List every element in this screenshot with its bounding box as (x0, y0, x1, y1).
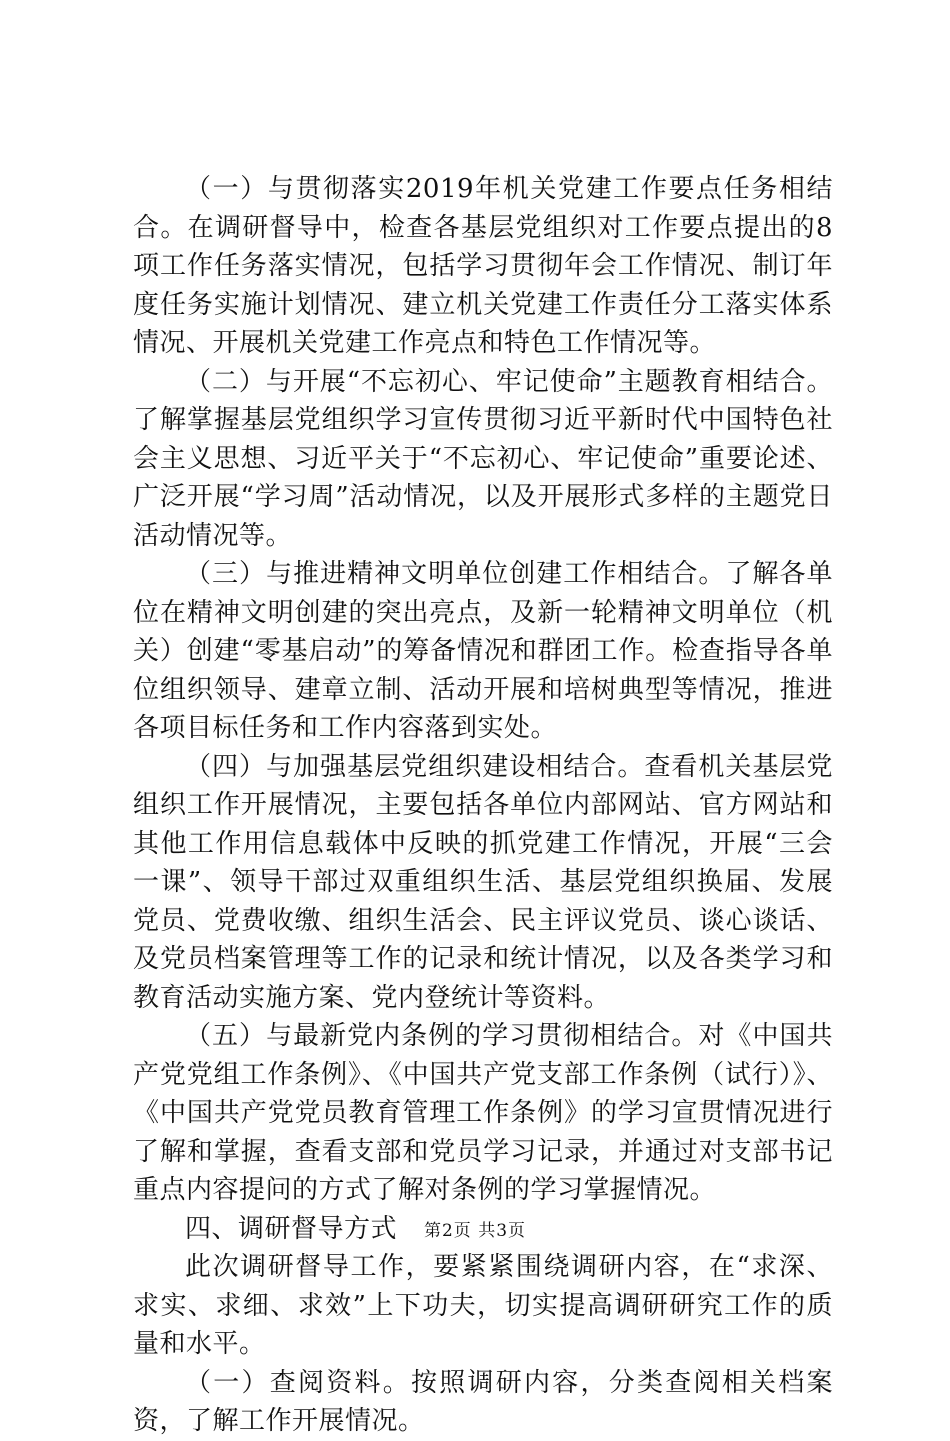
paragraph-methods-1: （一）查阅资料。按照调研内容，分类查阅相关档案资，了解工作开展情况。 (133, 1367, 833, 1436)
paragraph-section-2: （二）与开展“不忘初心、牢记使命”主题教育相结合。了解掌握基层党组织学习宣传贯彻习近平新时代中国特色社会主义思想、习近平关于“不忘初心、牢记使命”重要论述、广泛开展“学习周”活动情况，以及开展形式多样的主题党日活动情况等。 (133, 366, 833, 551)
document-body (133, 170, 833, 1441)
paragraph-section-3: （三）与推进精神文明单位创建工作相结合。了解各单位在精神文明创建的突出亮点，及新一轮精神文明单位（机关）创建“零基启动”的筹备情况和群团工作。检查指导各单位组织领导、建章立制、活动开展和培树典型等情况，推进各项目标任务和工作内容落到实处。 (133, 559, 833, 743)
heading-methods: 四、调研督导方式 (185, 1213, 398, 1244)
paragraph-methods-intro: 此次调研督导工作，要紧紧围绕调研内容，在“求深、求实、求细、求效”上下功夫，切实提高调研研究工作的质量和水平。 (133, 1252, 833, 1359)
page-footer: 第2页 共3页 (423, 1221, 527, 1241)
paragraph-section-1: （一）与贯彻落实2019年机关党建工作要点任务相结合。在调研督导中，检查各基层党组织对工作要点提出的8项工作任务落实情况，包括学习贯彻年会工作情况、制订年度任务实施计划情况、建立机关党建工作责任分工落实体系情况、开展机关党建工作亮点和特色工作情况等。 (133, 174, 833, 358)
paragraph-section-5: （五）与最新党内条例的学习贯彻相结合。对《中国共产党党组工作条例》、《中国共产党支部工作条例（试行）》、《中国共产党党员教育管理工作条例》的学习宣贯情况进行了解和掌握，查看支部和党员学习记录，并通过对支部书记重点内容提问的方式了解对条例的学习掌握情况。 (133, 1021, 833, 1205)
paragraph-section-4: （四）与加强基层党组织建设相结合。查看机关基层党组织工作开展情况，主要包括各单位内部网站、官方网站和其他工作用信息载体中反映的抓党建工作情况，开展“三会一课”、领导干部过双重组织生活、基层党组织换届、发展党员、党费收缴、组织生活会、民主评议党员、谈心谈话、及党员档案管理等工作的记录和统计情况，以及各类学习和教育活动实施方案、党内登统计等资料。 (133, 751, 833, 1013)
